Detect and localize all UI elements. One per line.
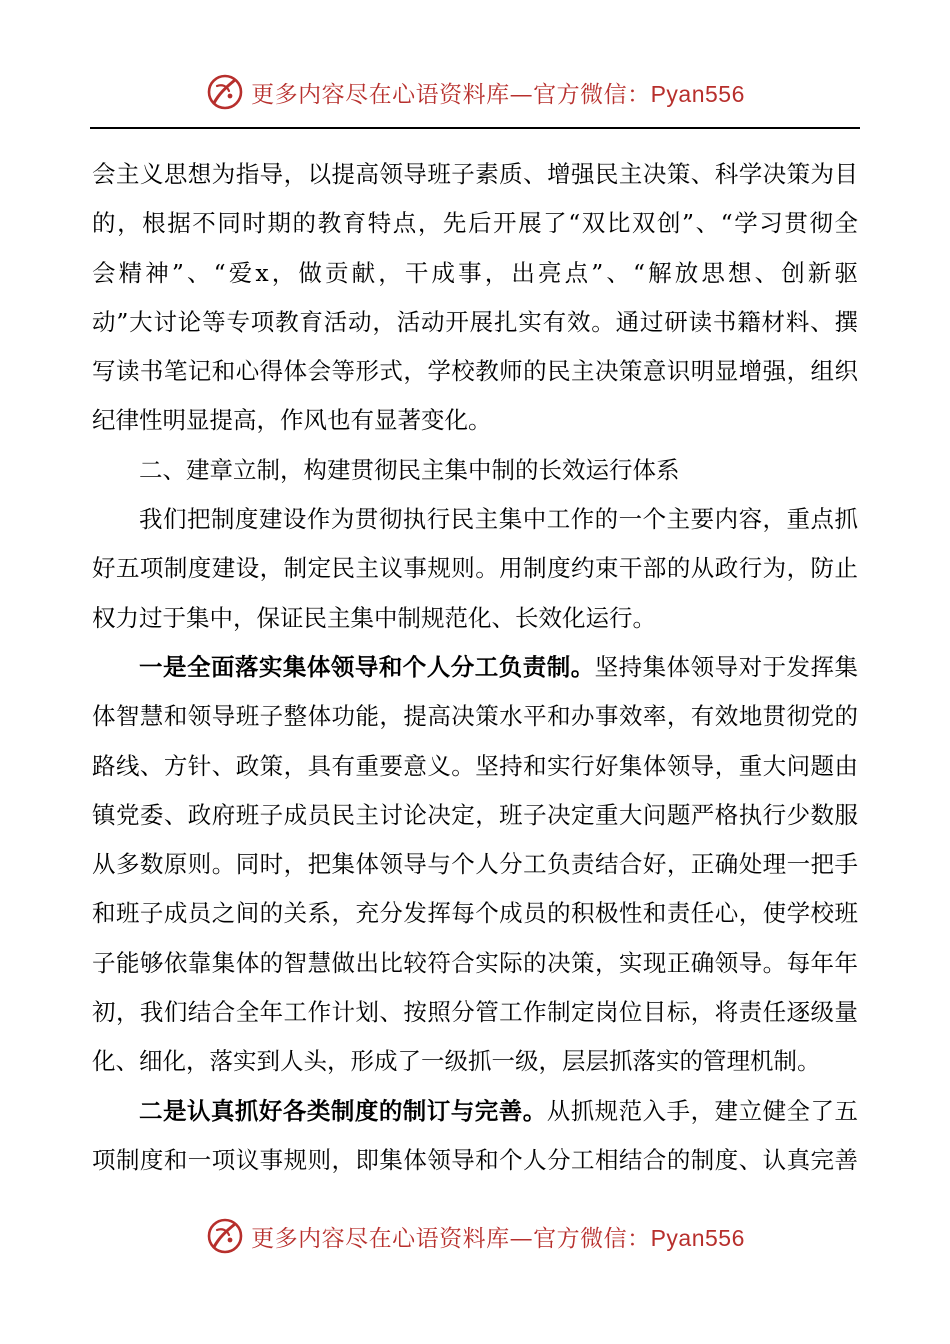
pen-logo-icon bbox=[205, 1216, 245, 1256]
header-banner bbox=[0, 68, 950, 116]
document-body bbox=[92, 150, 858, 1185]
bold-lead: 二是认真抓好各类制度的制订与完善。 bbox=[139, 1096, 547, 1125]
text-line: 路线、方针、政策，具有重要意义。坚持和实行好集体领导，重大问题由 bbox=[92, 751, 858, 780]
bold-lead: 一是全面落实集体领导和个人分工负责制。 bbox=[139, 652, 595, 681]
text-line: 会精神”、“爱x，做贡献，干成事，出亮点”、“解放思想、创新驱 bbox=[92, 258, 858, 287]
text-line: 化、细化，落实到人头，形成了一级抓一级，层层抓落实的管理机制。 bbox=[92, 1047, 821, 1076]
text-line: 和班子成员之间的关系，充分发挥每个成员的积极性和责任心，使学校班 bbox=[92, 899, 858, 928]
header-rule bbox=[90, 127, 860, 129]
footer-banner-text: 更多内容尽在心语资料库—官方微信：Pyan556 bbox=[251, 1224, 745, 1252]
text-line: 镇党委、政府班子成员民主讨论决定，班子决定重大问题严格执行少数服 bbox=[92, 800, 858, 829]
section-heading: 二、建章立制，构建贯彻民主集中制的长效运行体系 bbox=[139, 455, 680, 484]
text-line bbox=[92, 1087, 858, 1136]
footer-banner bbox=[0, 1212, 950, 1260]
pen-logo-icon bbox=[205, 72, 245, 112]
text-line: 初，我们结合全年工作计划、按照分管工作制定岗位目标，将责任逐级量 bbox=[92, 998, 858, 1027]
text-line: 动”大讨论等专项教育活动，活动开展扎实有效。通过研读书籍材料、撰 bbox=[92, 307, 858, 336]
text-line: 好五项制度建设，制定民主议事规则。用制度约束干部的从政行为，防止 bbox=[92, 554, 858, 583]
text-run: 从抓规范入手，建立健全了五 bbox=[546, 1096, 859, 1125]
text-line: 纪律性明显提高，作风也有显著变化。 bbox=[92, 406, 492, 435]
text-line: 权力过于集中，保证民主集中制规范化、长效化运行。 bbox=[92, 603, 656, 632]
text-line: 项制度和一项议事规则，即集体领导和个人分工相结合的制度、认真完善 bbox=[92, 1145, 858, 1174]
text-line: 从多数原则。同时，把集体领导与个人分工负责结合好，正确处理一把手 bbox=[92, 850, 858, 879]
text-line: 我们把制度建设作为贯彻执行民主集中工作的一个主要内容，重点抓 bbox=[139, 505, 858, 534]
text-line: 会主义思想为指导，以提高领导班子素质、增强民主决策、科学决策为目 bbox=[92, 160, 858, 188]
text-line: 的，根据不同时期的教育特点，先后开展了“双比双创”、“学习贯彻全 bbox=[92, 209, 858, 238]
text-line: 写读书笔记和心得体会等形式，学校教师的民主决策意识明显增强，组织 bbox=[92, 357, 858, 386]
text-line: 体智慧和领导班子整体功能，提高决策水平和办事效率，有效地贯彻党的 bbox=[92, 702, 858, 731]
header-banner-text: 更多内容尽在心语资料库—官方微信：Pyan556 bbox=[251, 80, 745, 108]
text-line: 子能够依靠集体的智慧做出比较符合实际的决策，实现正确领导。每年年 bbox=[92, 948, 858, 977]
text-line bbox=[92, 643, 858, 692]
text-run: 坚持集体领导对于发挥集 bbox=[594, 652, 858, 681]
